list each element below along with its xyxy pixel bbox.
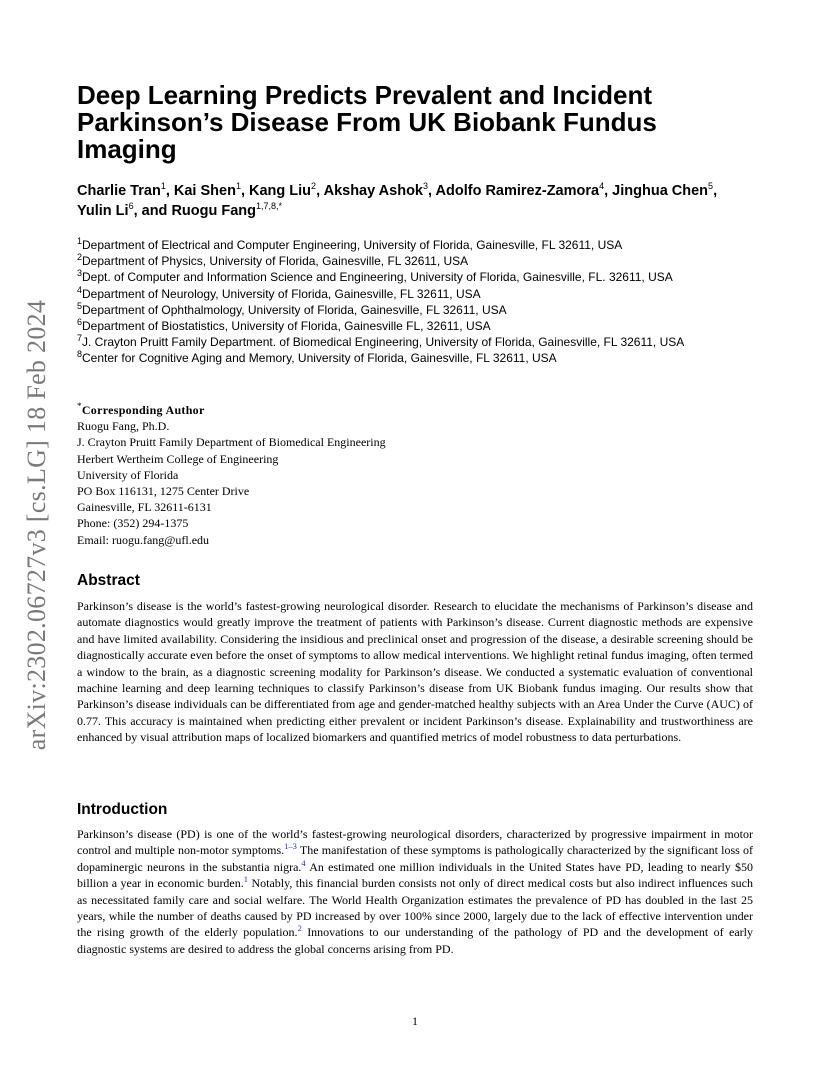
citation-link[interactable]: 1–3	[284, 841, 297, 852]
affiliation-item	[77, 350, 767, 366]
corresponding-heading-text: Corresponding Author	[81, 403, 205, 417]
arxiv-stamp	[22, 287, 52, 762]
corresponding-line: Ruogu Fang, Ph.D.	[77, 419, 170, 434]
affiliation-text: Center for Cognitive Aging and Memory, University of Florida, Gainesville, FL 32611, USA	[82, 351, 557, 366]
affiliation-number: 1	[77, 236, 83, 246]
author-affiliation-mark: 4	[599, 181, 605, 192]
affiliation-number: 5	[77, 300, 83, 311]
introduction-text	[77, 826, 753, 957]
page-number: 1	[412, 1014, 418, 1028]
intro-sentence: Innovations to our understanding of the pathology of PD and the development of early diagnostic systems are desired to address the global concerns arising from PD.	[77, 925, 753, 956]
corresponding-line: Herbert Wertheim College of Engineering	[77, 451, 279, 466]
corresponding-line: PO Box 116131, 1275 Center Drive	[77, 484, 250, 499]
corresponding-line: Gainesville, FL 32611-6131	[77, 500, 212, 515]
affiliation-item	[77, 302, 767, 318]
author-name: Akshay Ashok	[323, 183, 423, 199]
affiliation-number: 3	[77, 268, 83, 279]
citation-link[interactable]: 1	[243, 874, 249, 885]
author-separator: , and	[133, 203, 172, 219]
affiliation-text: Department of Electrical and Computer Engineering, University of Florida, Gainesville, FL 32611, USA	[82, 238, 623, 252]
author-name: Ruogu Fang	[171, 203, 257, 219]
author-name: Kai Shen	[173, 183, 236, 199]
affiliation-number: 6	[77, 317, 83, 328]
introduction-heading: Introduction	[77, 801, 168, 818]
affiliation-item	[77, 269, 767, 285]
author-separator: ,	[240, 183, 250, 199]
author-separator: ,	[428, 183, 436, 199]
author-name: Jinghua Chen	[612, 183, 709, 199]
author-affiliation-mark: 1,7,8,*	[256, 201, 283, 212]
affiliation-text: Department of Biostatistics, University of Florida, Gainesville FL, 32611, USA	[82, 319, 491, 334]
abstract-heading: Abstract	[77, 572, 140, 589]
affiliation-number: 8	[77, 349, 83, 360]
abstract-text: Parkinson’s disease is the world’s fastest-growing neurological disorder. Research to elucidate the mechanisms of Parkinson’s disease and automate diagnostics would greatly improve the treatment of patients with Parkinson’s disease. Current diagnostic methods are expensive and have limited availability. Considering the insidious and preclinical onset and progression of the disease, a desirable screening should be diagnostically accurate even before the onset of symptoms to allow medical interventions. We highlight retinal fundus imaging, often termed a window to the brain, as a diagnostic screening modality for Parkinson’s disease. We conducted a systematic evaluation of conventional machine learning and deep learning techniques to classify Parkinson’s disease from UK Biobank fundus imaging. Our results show that Parkinson’s disease individuals can be differentiated from age and gender-matched healthy subjects with an Area Under the Curve (AUC) of 0.77. This accuracy is maintained when predicting either prevalent or incident Parkinson’s disease. Explainability and trustworthiness are enhanced by visual attribution maps of localized biomarkers and quantified metrics of model robustness to data perturbations.	[77, 599, 753, 745]
arxiv-stamp-text: arXiv:2302.06727v3 [cs.LG] 18 Feb 2024	[22, 299, 51, 750]
corresponding-line: J. Crayton Pruitt Family Department of Biomedical Engineering	[77, 435, 386, 450]
affiliation-item	[77, 318, 767, 334]
affiliation-number: 2	[77, 252, 83, 263]
affiliation-number: 7	[77, 333, 83, 344]
citation-link[interactable]: 2	[297, 923, 302, 934]
intro-sentence: The manifestation of these symptoms is pathologically characterized by the significant loss of dopaminergic neurons in the substantia nigra.	[77, 843, 753, 874]
corresponding-star: *	[77, 401, 82, 411]
author-separator: ,	[165, 183, 174, 199]
author-list	[77, 181, 753, 221]
affiliation-text: Dept. of Computer and Information Science and Engineering, University of Florida, Gainesville, FL. 32611, USA	[82, 270, 673, 285]
corresponding-email: Email: ruogu.fang@ufl.edu	[77, 532, 210, 547]
paper-title: Deep Learning Predicts Prevalent and Incident Parkinson’s Disease From UK Biobank Fundus Imaging	[77, 80, 657, 164]
intro-sentence: An estimated one million individuals in the United States have PD, leading to nearly $50 billion a year in economic burden.	[77, 859, 753, 891]
corresponding-line: Phone: (352) 294-1375	[77, 516, 189, 531]
author-name: Yulin Li	[77, 203, 129, 219]
author-affiliation-mark: 3	[422, 181, 428, 192]
corresponding-author-block	[77, 402, 753, 548]
affiliation-item	[77, 334, 767, 350]
corresponding-line: University of Florida	[77, 467, 179, 482]
author-affiliation-mark: 5	[708, 181, 714, 192]
author-affiliation-mark: 2	[311, 181, 317, 192]
author-affiliation-mark: 1	[160, 181, 166, 192]
author-name: Charlie Tran	[77, 183, 161, 199]
affiliation-item	[77, 237, 767, 253]
intro-sentence: Notably, this financial burden consists not only of direct medical costs but also indirect influences such as necessitated family care and social welfare. The World Health Organization estimates the prevalence of PD has doubled in the last 25 years, while the number of deaths caused by PD increased by over 100% since 2000, largely due to the lack of effective intervention under the rising growth of the elderly population.	[77, 876, 753, 940]
affiliation-text: Department of Physics, University of Florida, Gainesville, FL 32611, USA	[82, 254, 469, 269]
affiliation-text: Department of Neurology, University of Florida, Gainesville, FL 32611, USA	[82, 286, 481, 301]
author-separator: ,	[316, 183, 324, 199]
citation-link[interactable]: 4	[301, 857, 306, 868]
author-affiliation-mark: 6	[128, 201, 134, 212]
author-affiliation-mark: 1	[235, 181, 241, 192]
affiliation-item	[77, 253, 767, 269]
author-separator: ,	[604, 183, 613, 199]
intro-sentence: Parkinson’s disease (PD) is one of the world’s fastest-growing neurological disorders, characterized by progressive impairment in motor control and multiple non-motor symptoms.	[77, 827, 753, 858]
affiliation-text: Department of Ophthalmology, University of Florida, Gainesville, FL 32611, USA	[82, 302, 507, 317]
author-name: Kang Liu	[249, 183, 312, 199]
corresponding-heading	[77, 402, 753, 418]
affiliation-text: J. Crayton Pruitt Family Department. of Biomedical Engineering, University of Florida, Gainesville, FL 32611, USA	[82, 335, 685, 350]
affiliation-item	[77, 286, 767, 302]
affiliation-number: 4	[77, 284, 83, 295]
affiliation-list	[77, 237, 767, 367]
author-separator: ,	[713, 183, 718, 199]
author-name: Adolfo Ramirez-Zamora	[435, 183, 600, 199]
